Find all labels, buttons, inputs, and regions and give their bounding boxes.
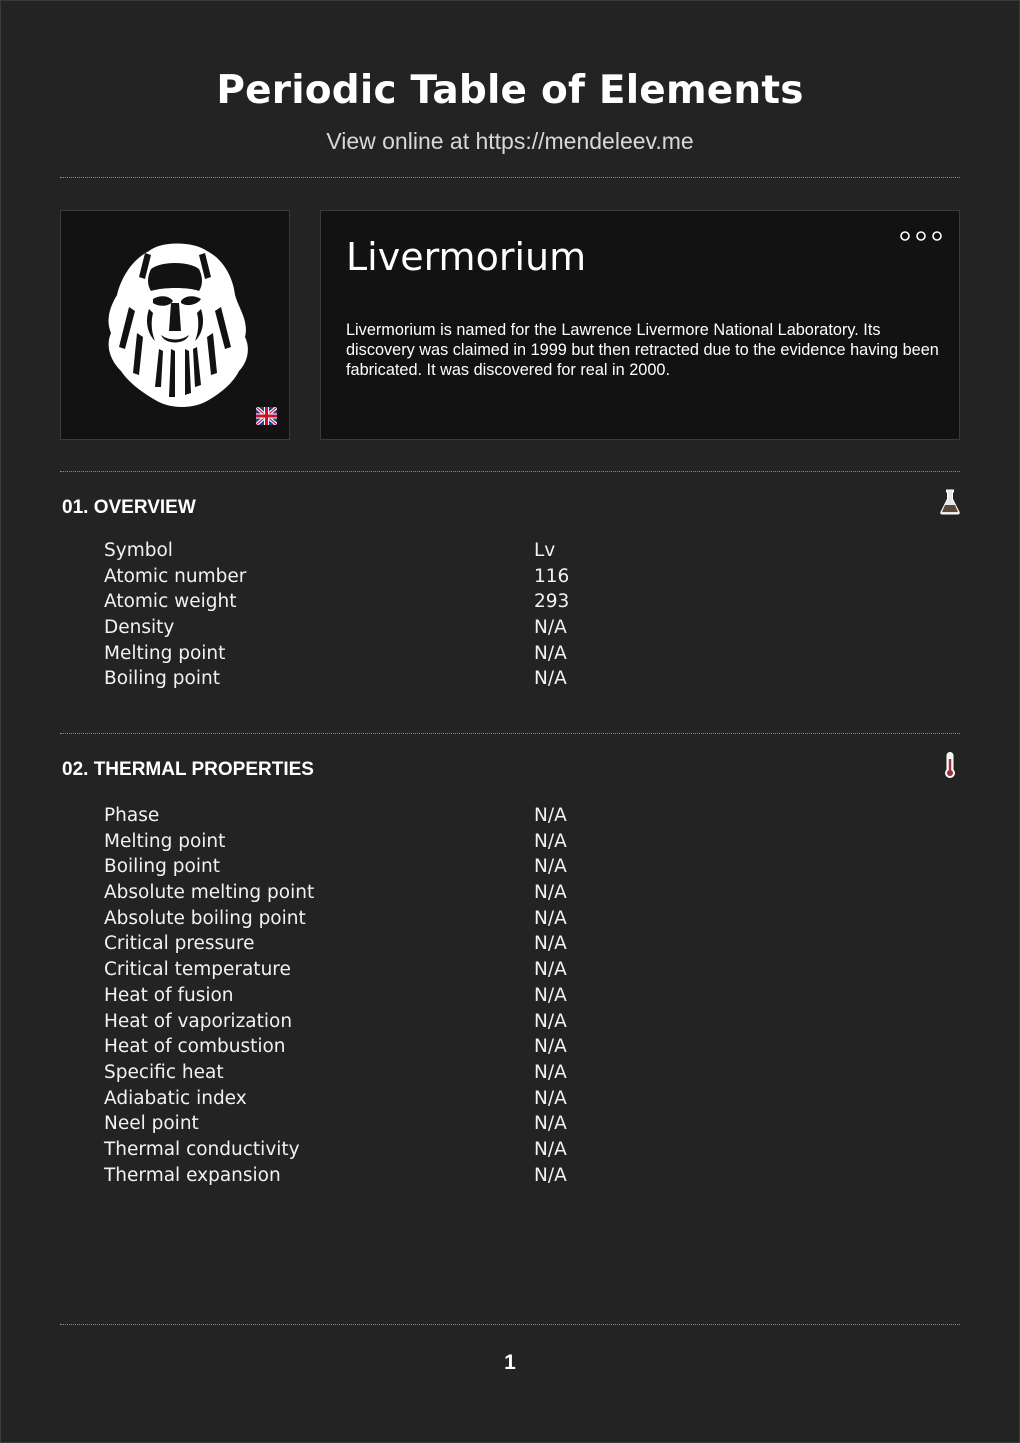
element-intro-card: [320, 210, 960, 440]
table-row: [104, 985, 664, 1011]
row-value: N/A: [534, 1164, 567, 1186]
section-title-overview: 01. OVERVIEW: [62, 497, 196, 518]
table-row: [104, 1062, 664, 1088]
row-value: N/A: [534, 1010, 567, 1032]
row-value: Lv: [534, 540, 556, 561]
page-subtitle[interactable]: View online at https://mendeleev.me: [326, 128, 694, 154]
row-label: Symbol: [104, 540, 173, 561]
row-value: N/A: [534, 882, 567, 904]
table-row: [104, 882, 664, 908]
table-row: [104, 540, 664, 566]
divider: [60, 471, 960, 472]
row-value: N/A: [534, 1036, 567, 1058]
row-label: Absolute melting point: [104, 882, 315, 904]
table-row: [104, 1011, 664, 1037]
row-value: N/A: [534, 984, 567, 1006]
row-value: N/A: [534, 1138, 567, 1160]
row-label: Atomic number: [104, 565, 247, 587]
portrait-card: [60, 210, 290, 440]
row-label: Heat of vaporization: [104, 1010, 293, 1032]
table-row: [104, 1139, 664, 1165]
row-value: N/A: [534, 617, 567, 639]
table-row: [104, 591, 664, 617]
row-label: Critical pressure: [104, 933, 255, 955]
row-label: Heat of fusion: [104, 984, 234, 1006]
table-row: [104, 856, 664, 882]
row-label: Thermal expansion: [104, 1164, 281, 1186]
thermometer-icon: [938, 751, 962, 779]
row-label: Neel point: [104, 1113, 199, 1135]
flask-icon: [938, 488, 962, 516]
table-row: [104, 959, 664, 985]
row-value: N/A: [534, 1113, 567, 1135]
row-value: N/A: [534, 856, 567, 878]
table-row: [104, 1113, 664, 1139]
element-name: Livermorium: [346, 235, 587, 279]
row-label: Phase: [104, 805, 160, 826]
table-row: [104, 908, 664, 934]
table-row: [104, 1088, 664, 1114]
row-value: 116: [534, 565, 570, 587]
table-row: [104, 1165, 664, 1191]
table-row: [104, 668, 664, 694]
row-label: Density: [104, 617, 175, 639]
row-value: N/A: [534, 907, 567, 929]
thermal-table: [104, 805, 664, 1190]
table-row: [104, 617, 664, 643]
row-label: Atomic weight: [104, 591, 237, 613]
table-row: [104, 805, 664, 831]
table-row: [104, 1036, 664, 1062]
row-label: Boiling point: [104, 856, 220, 878]
uk-flag-icon[interactable]: [256, 407, 277, 425]
mendeleev-portrait-icon: [89, 237, 261, 409]
divider: [60, 733, 960, 734]
row-value: N/A: [534, 1087, 567, 1109]
row-label: Thermal conductivity: [104, 1138, 300, 1160]
row-label: Critical temperature: [104, 959, 291, 981]
row-label: Melting point: [104, 642, 226, 664]
row-value: N/A: [534, 959, 567, 981]
table-row: [104, 643, 664, 669]
row-value: N/A: [534, 642, 567, 664]
overview-table: [104, 540, 664, 694]
row-value: N/A: [534, 805, 567, 826]
row-label: Specific heat: [104, 1061, 224, 1083]
page-number: 1: [504, 1351, 516, 1374]
table-row: [104, 831, 664, 857]
dots-icon[interactable]: [899, 230, 943, 242]
page-title: Periodic Table of Elements: [216, 68, 804, 113]
row-value: N/A: [534, 830, 567, 852]
element-description: Livermorium is named for the Lawrence Livermore National Laboratory. Its discovery was claimed in 1999 but then retracted due to the evidence having been fabricated. It was discovered for real in 2000.: [346, 321, 939, 379]
section-title-thermal: 02. THERMAL PROPERTIES: [62, 759, 314, 780]
row-label: Boiling point: [104, 668, 220, 690]
row-label: Heat of combustion: [104, 1036, 286, 1058]
row-value: 293: [534, 591, 570, 613]
divider: [60, 177, 960, 178]
row-value: N/A: [534, 933, 567, 955]
row-label: Adiabatic index: [104, 1087, 247, 1109]
row-value: N/A: [534, 1061, 567, 1083]
row-value: N/A: [534, 668, 567, 690]
table-row: [104, 933, 664, 959]
row-label: Melting point: [104, 830, 226, 852]
row-label: Absolute boiling point: [104, 907, 306, 929]
table-row: [104, 566, 664, 592]
divider: [60, 1324, 960, 1325]
